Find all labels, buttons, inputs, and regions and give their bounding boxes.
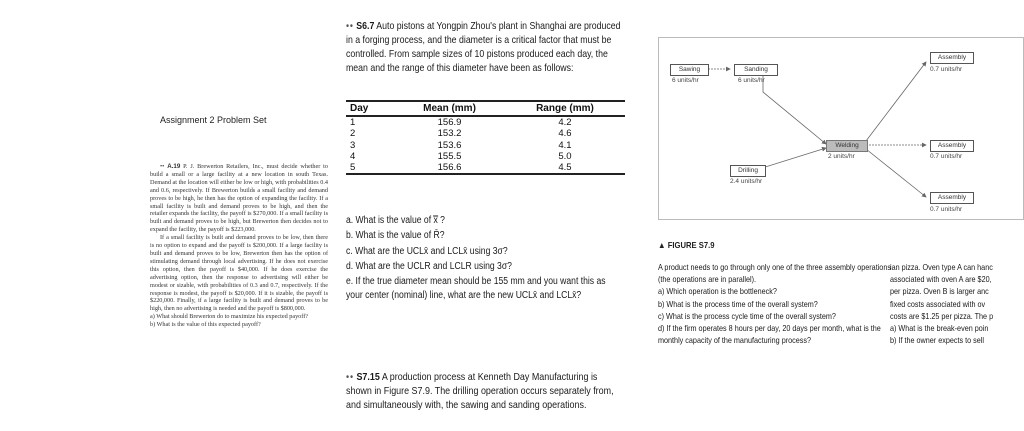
cutoff-line: b) If the owner expects to sell (890, 335, 984, 346)
cutoff-line: associated with oven A are $20, (890, 274, 992, 285)
figure-caption: ▲ FIGURE S7.9 (658, 240, 715, 250)
rate-sawing: 6 units/hr (672, 77, 699, 84)
node-assembly-3: Assembly (930, 192, 974, 204)
s67-question-a: a. What is the value of x̿ ? (346, 215, 445, 226)
s715-question-c: c) What is the process cycle time of the overall system? (658, 310, 836, 321)
s67-question-c: c. What are the UCLx̄ and LCLx̄ using 3σ? (346, 245, 508, 257)
arrow-sanding-welding (763, 74, 826, 144)
node-assembly-2: Assembly (930, 140, 974, 152)
node-sawing: Sawing (670, 64, 709, 76)
cutoff-line: a) What is the break-even poin (890, 323, 989, 334)
cell-day: 4 (350, 150, 356, 162)
cutoff-line: costs are $1.25 per pizza. The p (890, 310, 994, 321)
arrow-welding-assembly1 (866, 62, 926, 141)
cell-range: 5.0 (558, 150, 572, 162)
a19-bullet: •• (160, 163, 165, 170)
s67-question-e: e. If the true diameter mean should be 155 mm and you want this as your center (nominal) line, what are the new UCLx̄ and LCLx̄? (346, 276, 606, 302)
cell-mean: 156.6 (394, 162, 505, 174)
s67-question-b: b. What is the value of R̄? (346, 230, 445, 242)
s67-table (346, 100, 625, 175)
a19-question-a: a) What should Brewerton do to maximize his expected payoff? (150, 313, 309, 321)
s715-text: A production process at Kenneth Day Manufacturing is shown in Figure S7.9. The drilling operation occurs separately from, and simultaneously with, the sawing and sanding operations. (346, 372, 614, 411)
s715-intro: A product needs to go through only one of the three assembly operations (the operations are in parallel). (658, 262, 891, 285)
problem-s67-intro (346, 20, 623, 76)
cell-range: 4.6 (558, 128, 572, 140)
cell-day: 2 (350, 128, 356, 140)
a19-para1 (150, 163, 328, 234)
problem-a19 (150, 163, 328, 329)
col-mean: Mean (mm) (394, 101, 505, 116)
s715-question-b: b) What is the process time of the overall system? (658, 298, 818, 309)
a19-number: A.19 (167, 163, 181, 170)
cell-mean: 153.6 (437, 139, 462, 151)
table-row (346, 162, 625, 174)
cell-day: 3 (350, 139, 356, 151)
cell-mean: 153.2 (437, 128, 462, 140)
rate-welding: 2 units/hr (828, 153, 855, 160)
node-welding: Welding (826, 140, 868, 152)
node-drilling: Drilling (730, 165, 766, 177)
s67-questions (346, 214, 623, 305)
a19-para2: If a small facility is built and demand proves to be low, then there is no option to expand and the payoff is $200,000. If a large facility is built and demand proves to be low, Brewerton then has the option of stimulating demand through local advertising. If he does not exercise this option, then the payoff is $40,000. If he does exercise the advertising option, then the response to advertising will either be modest or sizable, with probabilities of 0.3 and 0.7, respectively. If the response is modest, the payoff is $20,000. If it is sizable, the payoff is $220,000. Finally, if a large facility is built and demand proves to be high, then no advertising is needed and the payoff is $800,000. (150, 234, 328, 313)
node-sanding: Sanding (734, 64, 778, 76)
process-diagram (658, 37, 1024, 227)
table-row (346, 151, 625, 162)
cell-range: 4.5 (505, 162, 625, 174)
s67-question-d: d. What are the UCLR and LCLR using 3σ? (346, 260, 512, 272)
problem-s715 (346, 371, 623, 413)
rate-assembly-1: 0.7 units/hr (930, 66, 963, 73)
table-header-row (346, 101, 625, 116)
col-range: Range (mm) (505, 101, 625, 116)
cell-day: 1 (350, 117, 356, 128)
cell-day: 5 (346, 162, 394, 174)
s67-intro-text: Auto pistons at Yongpin Zhou's plant in Shanghai are produced in a forging process, and the diameter is a critical factor that must be controlled. From sample sizes of 10 pistons produced each day, the mean and the range of this diameter have been as follows: (346, 21, 621, 74)
cell-mean: 156.9 (437, 117, 462, 128)
cutoff-line: ian pizza. Oven type A can hanc (890, 262, 993, 272)
a19-question-b: b) What is the value of this expected payoff? (150, 321, 261, 329)
col-day: Day (346, 101, 394, 116)
s715-questions (658, 261, 893, 346)
table-row (346, 116, 625, 128)
a19-para1-text: P. J. Brewerton Retailers, Inc., must decide whether to build a small or a large facility at a new location in south Texas. Demand at the location will either be low or high, with probabilities 0.4 and 0.6, respectively. If Brewerton builds a small facility and demand proves to be high, he then has the option of expanding the facility. If a small facility is built and demand proves to be high, and then the retailer expands the facility, the payoff is $270,000. If a small facility is built and demand proves to be high, but Brewerton then decides not to expand the facility, the payoff is $223,000. (150, 163, 328, 234)
assignment-title: Assignment 2 Problem Set (160, 115, 267, 125)
cutoff-column (890, 261, 1024, 381)
rate-assembly-3: 0.7 units/hr (930, 206, 963, 213)
rate-drilling: 2.4 units/hr (730, 178, 763, 185)
cutoff-line: fixed costs associated with ov (890, 298, 986, 309)
s715-question-a: a) Which operation is the bottleneck? (658, 286, 777, 297)
cell-mean: 155.5 (437, 150, 462, 162)
arrow-welding-assembly3 (866, 149, 926, 197)
arrow-drilling-welding (762, 148, 826, 168)
s67-bullet: •• (346, 21, 354, 32)
rate-sanding: 6 units/hr (738, 77, 765, 84)
node-assembly-1: Assembly (930, 52, 974, 64)
table-row (346, 140, 625, 151)
s715-bullet: •• (346, 372, 354, 383)
s715-question-d: d) If the firm operates 8 hours per day, 20 days per month, what is the monthly capacity of the manufacturing process? (658, 323, 881, 346)
s67-number: S6.7 (356, 21, 375, 32)
cutoff-line: per pizza. Oven B is larger anc (890, 286, 989, 297)
cell-range: 4.2 (558, 117, 572, 128)
table-row (346, 128, 625, 139)
cell-range: 4.1 (558, 139, 572, 151)
rate-assembly-2: 0.7 units/hr (930, 153, 963, 160)
s715-number: S7.15 (356, 372, 380, 383)
